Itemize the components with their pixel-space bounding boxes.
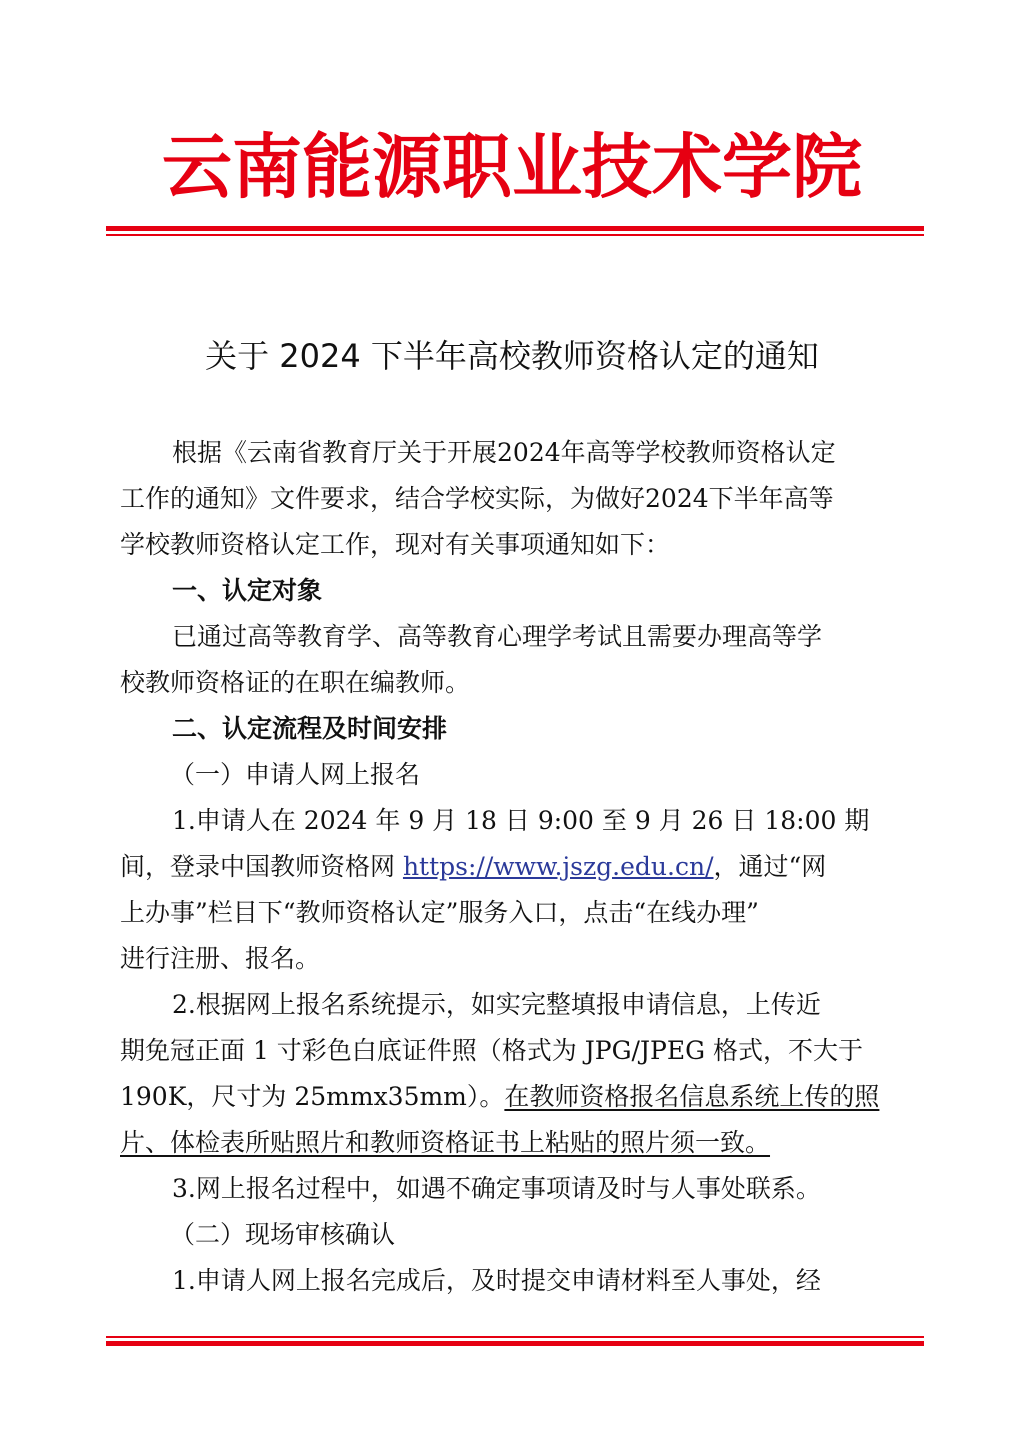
underlined-notice: 片、体检表所贴照片和教师资格证书上粘贴的照片须一致。	[120, 1128, 771, 1157]
intro-line: 学校教师资格认定工作，现对有关事项通知如下：	[120, 530, 671, 559]
footer-divider	[106, 1336, 924, 1346]
intro-line: 根据《云南省教育厅关于开展2024年高等学校教师资格认定	[172, 438, 836, 467]
paragraph-text: 间，登录中国教师资格网	[120, 852, 403, 881]
jszg-link[interactable]: https://www.jszg.edu.cn/	[402, 852, 714, 881]
document-body	[120, 430, 904, 1304]
paragraph-line: 期免冠正面 1 寸彩色白底证件照（格式为 JPG/JPEG 格式，不大于	[120, 1036, 863, 1065]
paragraph-line	[120, 1074, 904, 1120]
subsection-heading-online: （一）申请人网上报名	[170, 760, 421, 789]
section-heading-targets: 一、认定对象	[172, 576, 323, 605]
masthead-divider	[106, 226, 924, 236]
paragraph-line: 上办事”栏目下“教师资格认定”服务入口，点击“在线办理”	[120, 898, 759, 927]
paragraph-line	[120, 1120, 904, 1166]
paragraph-line: 3.网上报名过程中，如遇不确定事项请及时与人事处联系。	[172, 1174, 821, 1203]
section1-line: 已通过高等教育学、高等教育心理学考试且需要办理高等学	[172, 622, 823, 651]
underlined-notice: 在教师资格报名信息系统上传的照	[504, 1082, 880, 1111]
paragraph-text: 190K，尺寸为 25mmx35mm）。	[120, 1082, 505, 1111]
paragraph-line: 2.根据网上报名系统提示，如实完整填报申请信息，上传近	[172, 990, 821, 1019]
paragraph-text: ，通过“网	[713, 852, 827, 881]
paragraph-line: 1.申请人在 2024 年 9 月 18 日 9:00 至 9 月 26 日 18:00 期	[172, 806, 870, 835]
paragraph-line	[120, 844, 904, 890]
document-title: 关于 2024 下半年高校教师资格认定的通知	[205, 337, 819, 375]
subsection-heading-onsite: （二）现场审核确认	[170, 1220, 396, 1249]
masthead-title: 云南能源职业技术学院	[162, 125, 862, 208]
intro-line: 工作的通知》文件要求，结合学校实际，为做好2024下半年高等	[120, 484, 834, 513]
section-heading-process: 二、认定流程及时间安排	[172, 714, 448, 743]
paragraph-line: 进行注册、报名。	[120, 944, 321, 973]
paragraph-line: 1.申请人网上报名完成后，及时提交申请材料至人事处，经	[172, 1266, 821, 1295]
section1-line: 校教师资格证的在职在编教师。	[120, 668, 471, 697]
